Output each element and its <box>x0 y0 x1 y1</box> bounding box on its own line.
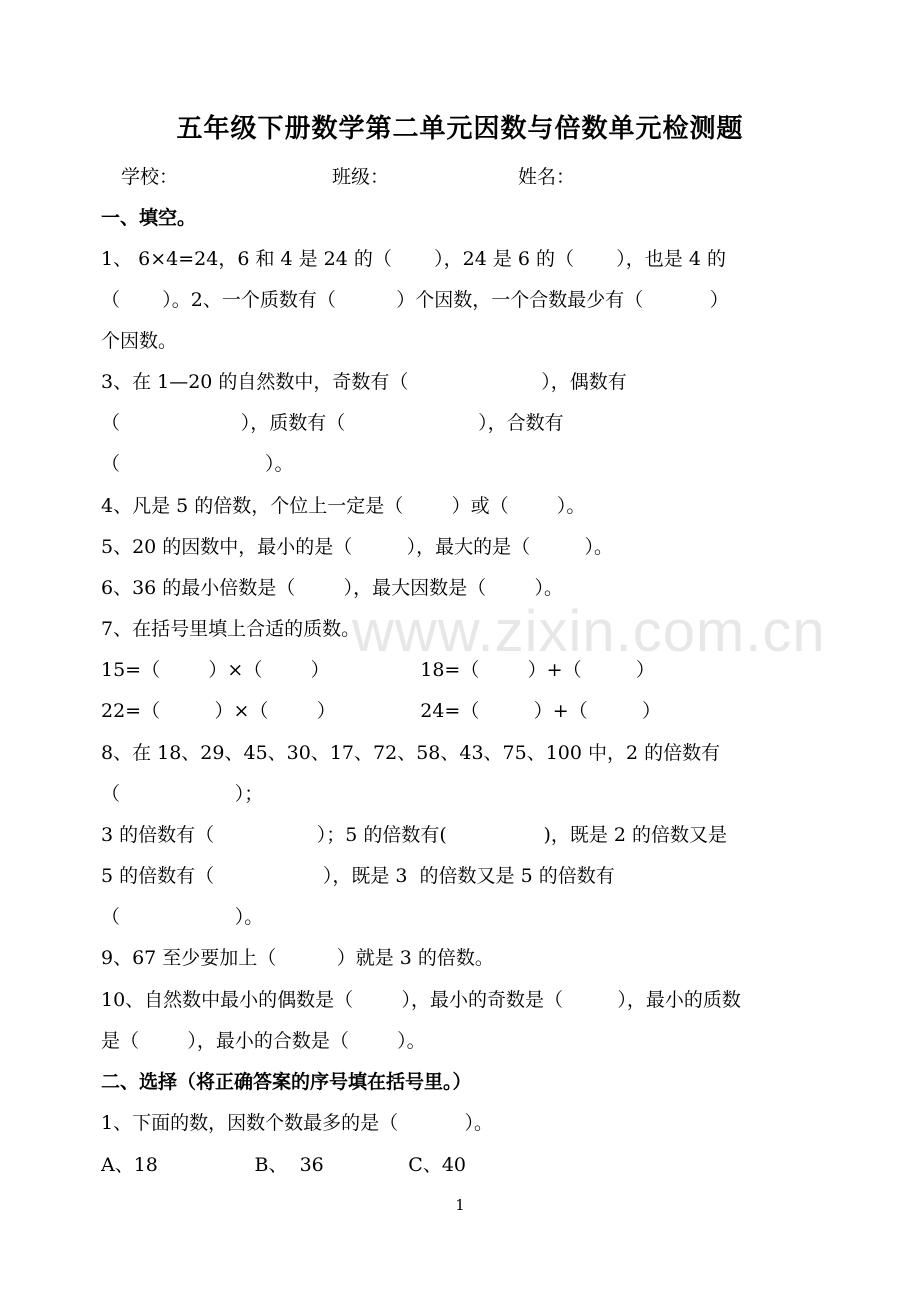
watermark: www.zixin.com.cn <box>352 599 826 664</box>
question-line: （ ）。 <box>101 906 264 928</box>
class-label: 班级： <box>332 166 390 188</box>
page-title: 五年级下册数学第二单元因数与倍数单元检测题 <box>176 114 744 144</box>
question-line: 4、凡是 5 的倍数，个位上一定是（ ）或（ ）。 <box>101 495 586 517</box>
question-line: 3 的倍数有（ ）；5 的倍数有( )，既是 2 的倍数又是 <box>101 824 728 846</box>
question-line: 10、自然数中最小的偶数是（ ），最小的奇数是（ ），最小的质数 <box>101 989 741 1011</box>
name-label: 姓名： <box>518 166 576 188</box>
question-line: 5 的倍数有（ ），既是 3 的倍数又是 5 的倍数有 <box>101 865 615 887</box>
page-number: 1 <box>455 1196 465 1214</box>
question-line: 15=（ ）×（ ） 18=（ ）+（ ） <box>101 659 655 681</box>
question-line: 5、20 的因数中，最小的是（ ），最大的是（ ）。 <box>101 536 614 558</box>
question-line: 3、在 1—20 的自然数中，奇数有（ ），偶数有 <box>101 371 627 393</box>
question-line: （ ）。2、一个质数有（ ）个因数，一个合数最少有（ ） <box>101 289 729 311</box>
question-line: 7、在括号里填上合适的质数。 <box>101 618 361 640</box>
question-line: （ ）。 <box>101 453 294 475</box>
question-line: 6、36 的最小倍数是（ ），最大因数是（ ）。 <box>101 577 563 599</box>
question-line: 8、在 18、29、45、30、17、72、58、43、75、100 中，2 的倍数有 <box>101 742 721 764</box>
question-line: 9、67 至少要加上（ ）就是 3 的倍数。 <box>101 947 494 969</box>
section-heading-fill-in: 一、填空。 <box>101 207 197 229</box>
question-line: 个因数。 <box>101 330 178 352</box>
question-line: 22=（ ）×（ ） 24=（ ）+（ ） <box>101 700 661 722</box>
section-heading-multiple-choice: 二、选择（将正确答案的序号填在括号里。） <box>101 1071 472 1093</box>
question-line: 1、下面的数，因数个数最多的是（ ）。 <box>101 1112 494 1134</box>
question-line: （ ），质数有（ ），合数有 <box>101 412 564 434</box>
question-line: 1、 6×4=24，6 和 4 是 24 的（ ），24 是 6 的（ ），也是 4 的 <box>101 248 726 270</box>
choice-options: A、18 B、 36 C、40 <box>101 1154 467 1176</box>
question-line: 是（ ），最小的合数是（ ）。 <box>101 1030 426 1052</box>
school-label: 学校： <box>121 166 179 188</box>
question-line: （ ）； <box>101 783 264 805</box>
